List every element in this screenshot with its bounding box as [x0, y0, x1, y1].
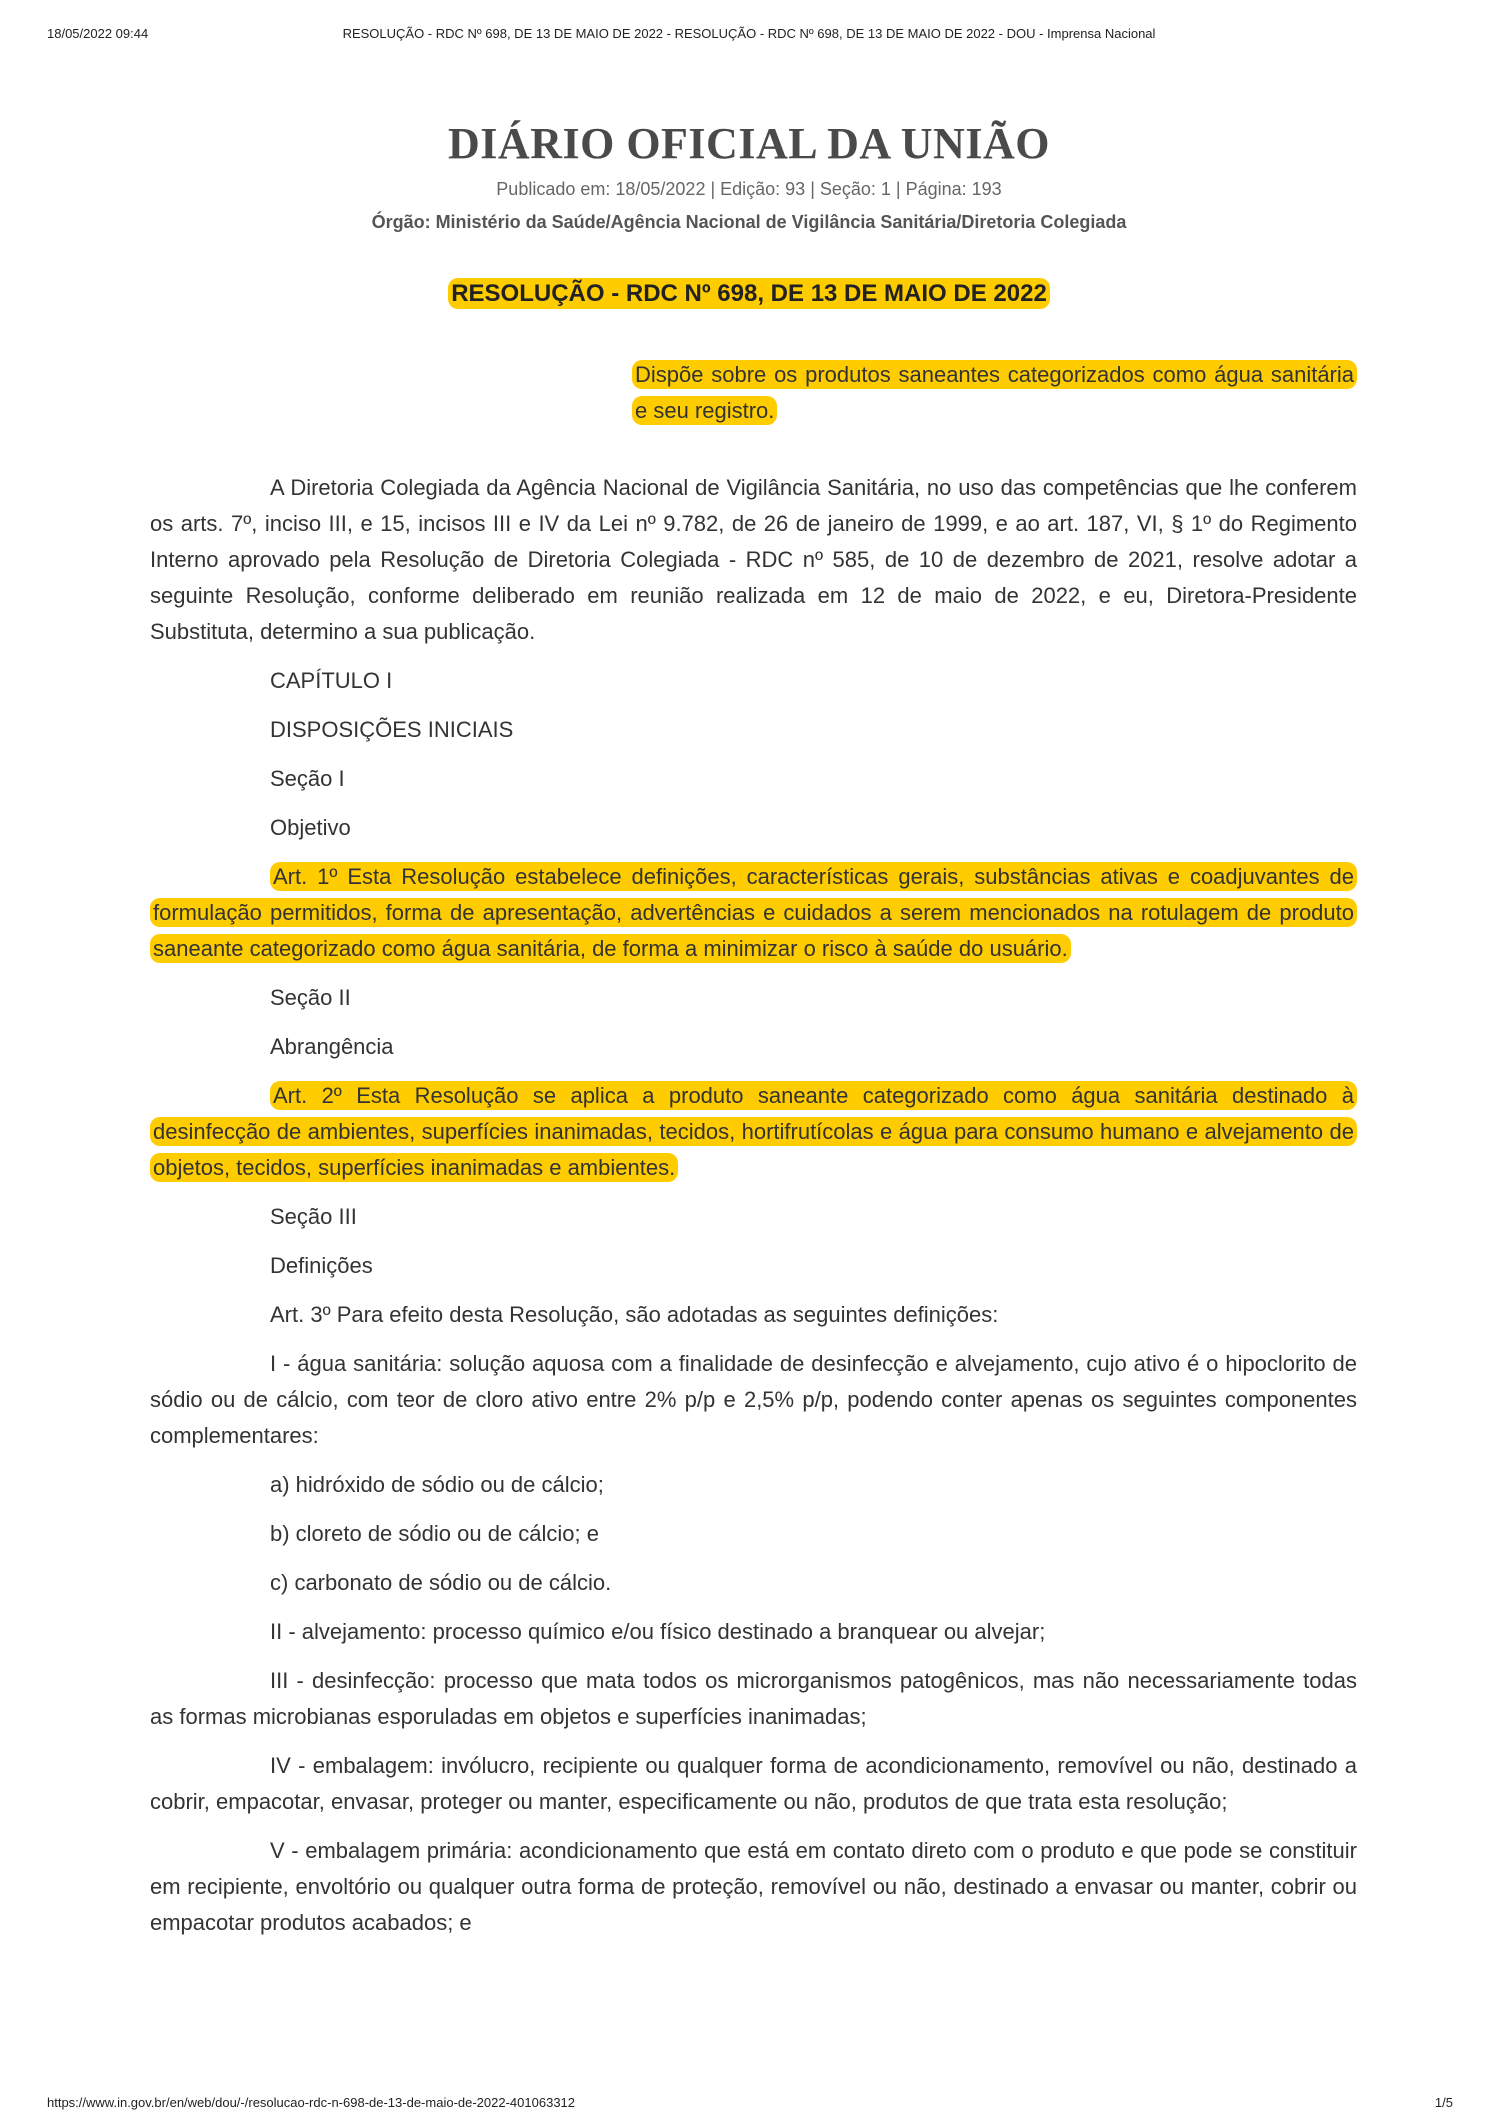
alinea-c: c) carbonato de sódio ou de cálcio.: [270, 1570, 612, 1595]
section-heading: Seção I: [270, 766, 345, 791]
document-body: [150, 470, 1357, 1954]
section-title: Objetivo: [270, 815, 351, 840]
masthead: [0, 118, 1498, 233]
article-3: Art. 3º Para efeito desta Resolução, são adotadas as seguintes definições:: [270, 1302, 999, 1327]
publication-orgao: Órgão: Ministério da Saúde/Agência Nacional de Vigilância Sanitária/Diretoria Colegiada: [371, 212, 1127, 232]
article-2-text: Art. 2º Esta Resolução se aplica a produto saneante categorizado como água sanitária destinado à desinfecção de ambientes, superfícies inanimadas, tecidos, hortifrutícolas e água para consumo humano e alvejamento de objetos, tecidos, superfícies inanimadas e ambientes.: [150, 1081, 1357, 1182]
inciso-2: II - alvejamento: processo químico e/ou físico destinado a branquear ou alvejar;: [270, 1619, 1046, 1644]
page-number: 1/5: [1434, 2095, 1453, 2110]
section-heading: Seção III: [270, 1204, 357, 1229]
alinea-a: a) hidróxido de sódio ou de cálcio;: [270, 1472, 604, 1497]
article-1-text: Art. 1º Esta Resolução estabelece definições, características gerais, substâncias ativas e coadjuvantes de formulação permitidos, forma de apresentação, advertências e cuidados a serem mencionados na rotulagem de produto saneante categorizado como água sanitária, de forma a minimizar o risco à saúde do usuário.: [150, 862, 1357, 963]
alinea-b: b) cloreto de sódio ou de cálcio; e: [270, 1521, 599, 1546]
publication-title: DIÁRIO OFICIAL DA UNIÃO: [448, 119, 1050, 168]
document-title-text: RESOLUÇÃO - RDC Nº 698, DE 13 DE MAIO DE 2022: [448, 278, 1050, 309]
inciso-3: III - desinfecção: processo que mata todos os microrganismos patogênicos, mas não necessariamente todas as formas microbianas esporuladas em objetos e superfícies inanimadas;: [150, 1668, 1357, 1729]
ementa-text: Dispõe sobre os produtos saneantes categorizados como água sanitária e seu registro.: [632, 360, 1357, 425]
print-datetime: 18/05/2022 09:44: [47, 26, 149, 41]
article-2: [150, 1078, 1357, 1186]
inciso-5: V - embalagem primária: acondicionamento que está em contato direto com o produto e que pode se constituir em recipiente, envoltório ou qualquer outra forma de proteção, removível ou não, destinado a envasar ou manter, cobrir ou empacotar produtos acabados; e: [150, 1838, 1357, 1935]
inciso-4: IV - embalagem: invólucro, recipiente ou qualquer forma de acondicionamento, removível ou não, destinado a cobrir, empacotar, envasar, proteger ou manter, especificamente ou não, produtos de que trata esta resolução;: [150, 1753, 1357, 1814]
ementa: [632, 357, 1357, 429]
article-1: [150, 859, 1357, 967]
chapter-title: DISPOSIÇÕES INICIAIS: [270, 717, 514, 742]
section-heading: Seção II: [270, 985, 351, 1010]
publication-meta: Publicado em: 18/05/2022 | Edição: 93 | Seção: 1 | Página: 193: [496, 179, 1002, 199]
document-title: [0, 280, 1498, 308]
preamble: A Diretoria Colegiada da Agência Nacional de Vigilância Sanitária, no uso das competências que lhe conferem os arts. 7º, inciso III, e 15, incisos III e IV da Lei nº 9.782, de 26 de janeiro de 1999, e ao art. 187, VI, § 1º do Regimento Interno aprovado pela Resolução de Diretoria Colegiada - RDC nº 585, de 10 de dezembro de 2021, resolve adotar a seguinte Resolução, conforme deliberado em reunião realizada em 12 de maio de 2022, e eu, Diretora-Presidente Substituta, determino a sua publicação.: [150, 475, 1357, 644]
page-url: https://www.in.gov.br/en/web/dou/-/resolucao-rdc-n-698-de-13-de-maio-de-2022-401063312: [47, 2095, 576, 2110]
print-title: RESOLUÇÃO - RDC Nº 698, DE 13 DE MAIO DE 2022 - RESOLUÇÃO - RDC Nº 698, DE 13 DE MAIO DE 2022 - DOU - Imprensa Nacional: [342, 26, 1156, 41]
section-title: Abrangência: [270, 1034, 394, 1059]
section-title: Definições: [270, 1253, 373, 1278]
chapter-heading: CAPÍTULO I: [270, 668, 393, 693]
inciso-1: I - água sanitária: solução aquosa com a finalidade de desinfecção e alvejamento, cujo ativo é o hipoclorito de sódio ou de cálcio, com teor de cloro ativo entre 2% p/p e 2,5% p/p, podendo conter apenas os seguintes componentes complementares:: [150, 1351, 1357, 1448]
